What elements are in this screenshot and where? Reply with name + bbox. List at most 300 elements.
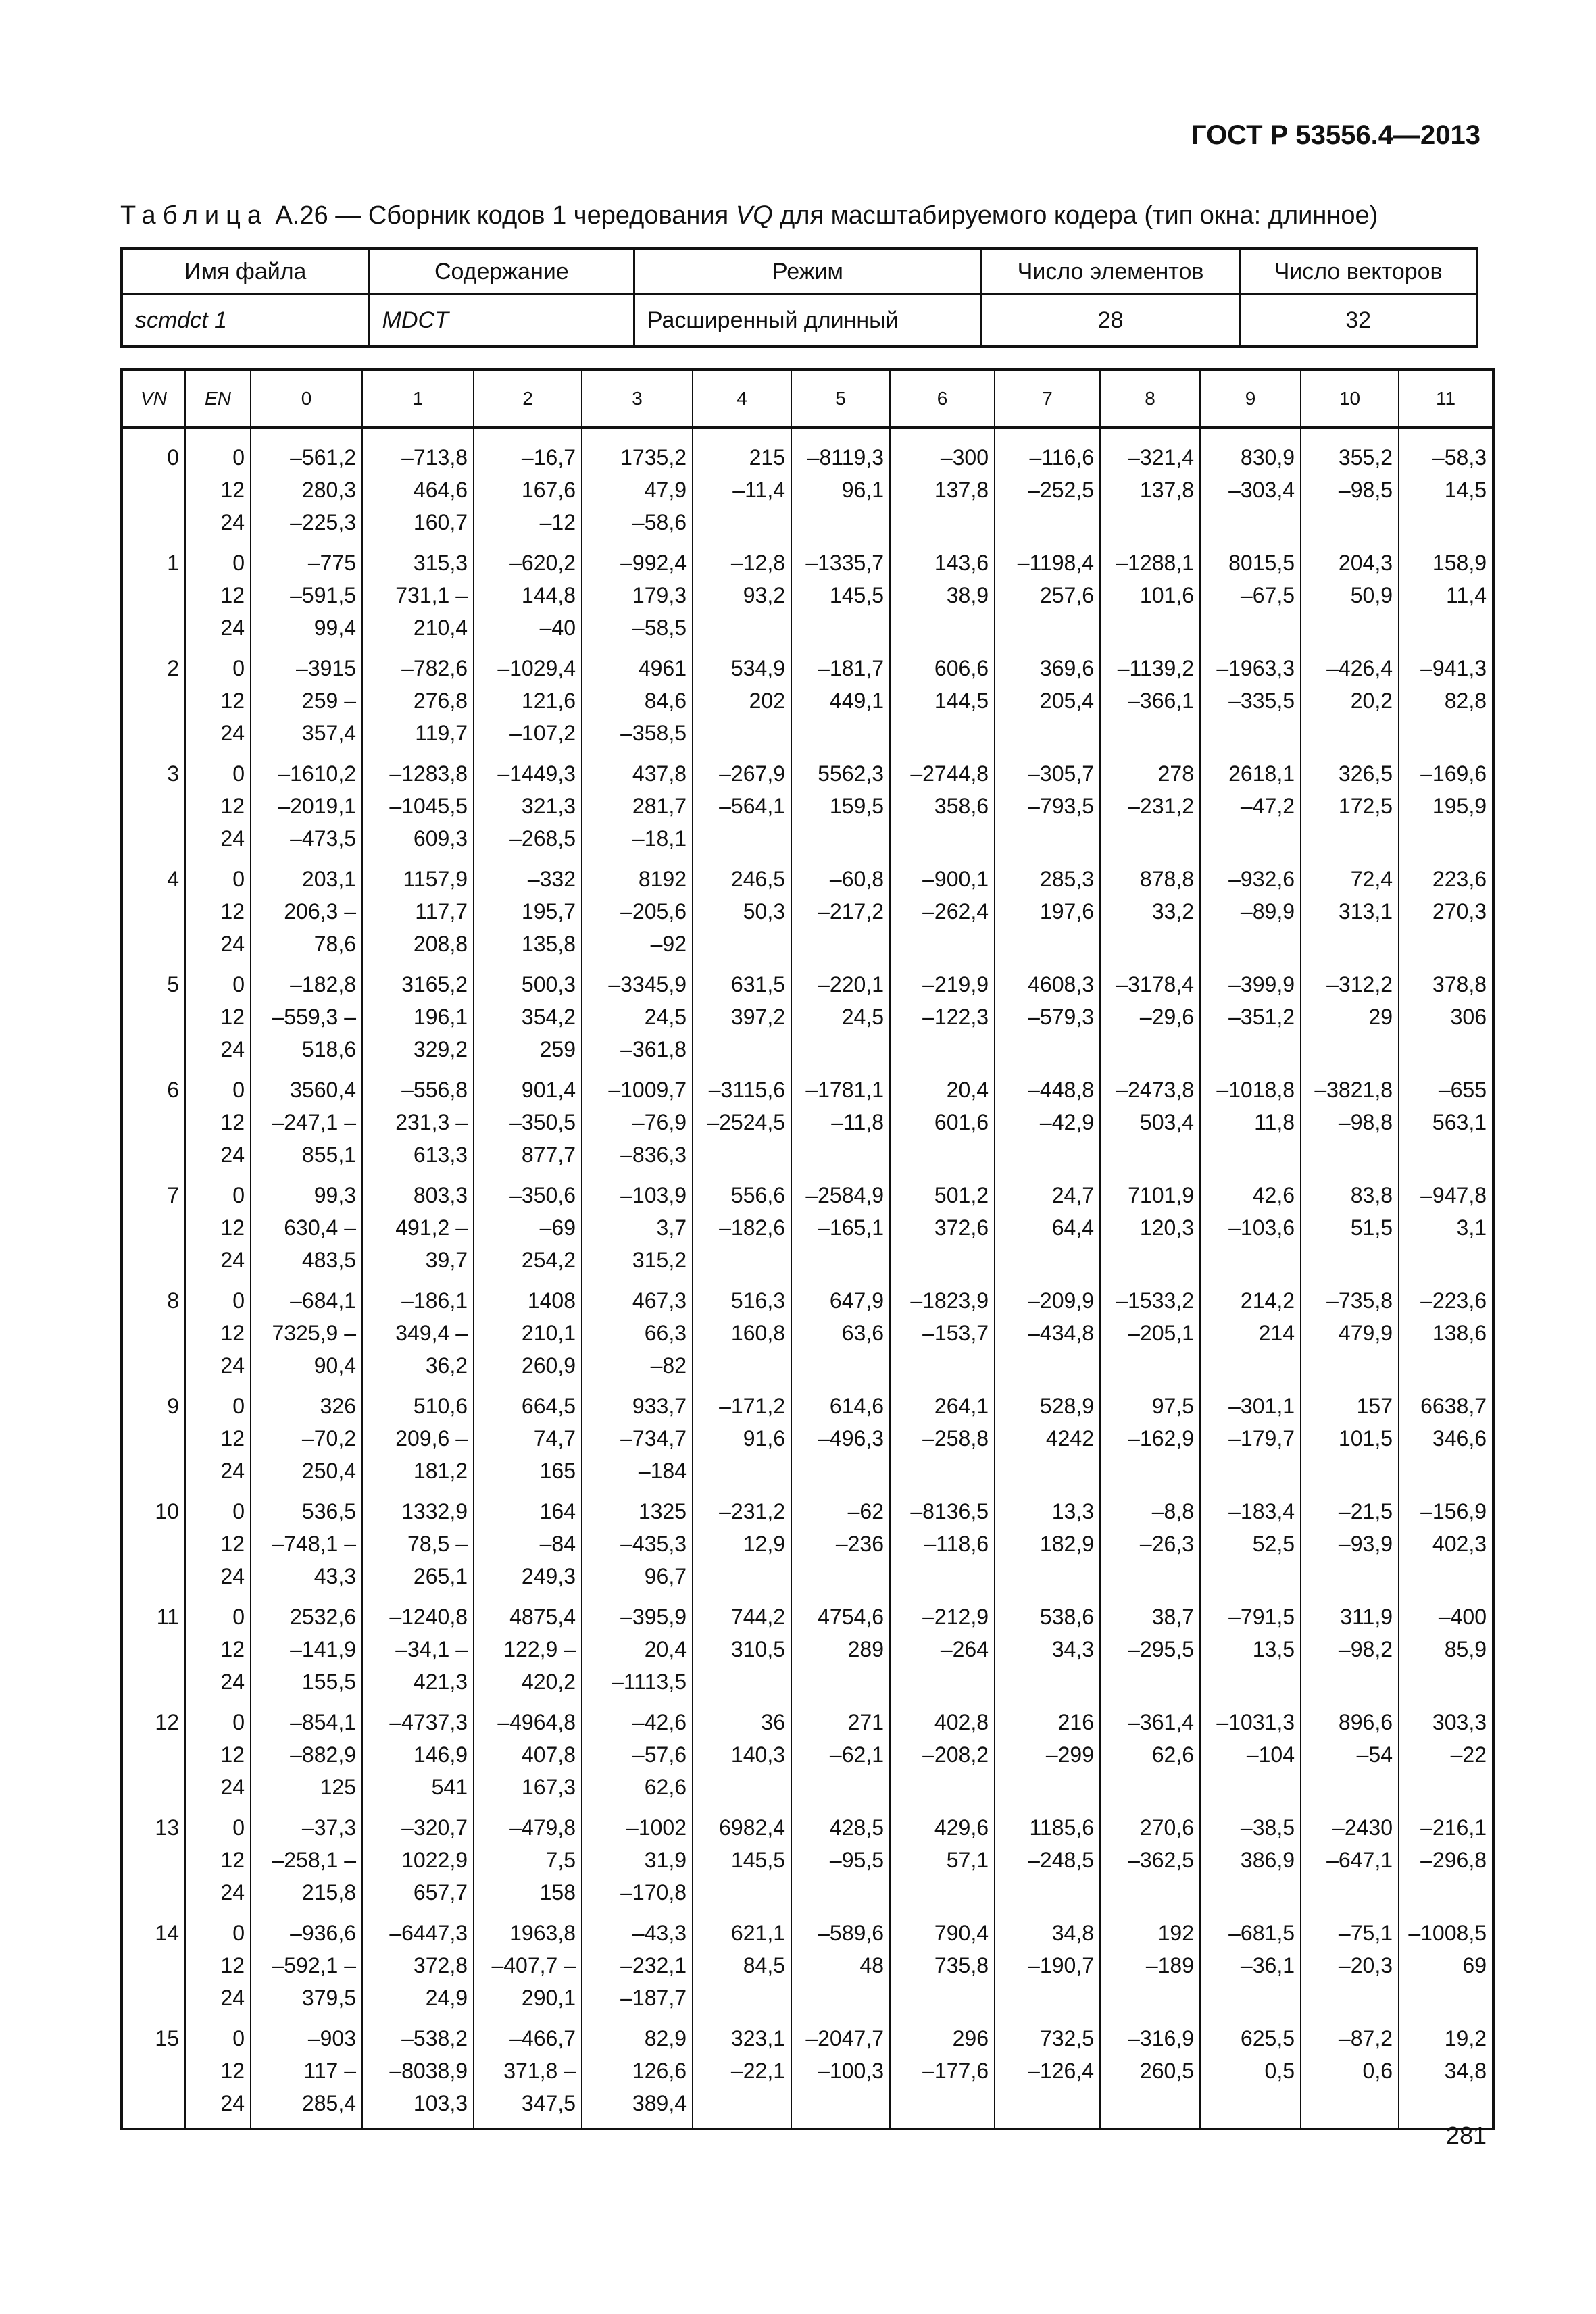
info-header-mode: Режим: [634, 249, 981, 295]
cell-value: 556,6: [730, 1183, 785, 1207]
cell-value: –169,6: [1420, 761, 1487, 786]
value-cell-col-0: [251, 863, 362, 968]
cell-value: 321,3: [521, 794, 576, 818]
value-cell-col-1: [362, 1284, 474, 1390]
value-cell-col-5: [791, 1179, 890, 1284]
cell-value: 536,5: [301, 1499, 356, 1524]
cell-value: –655: [1438, 1078, 1487, 1102]
cell-value: –225,3: [290, 510, 356, 534]
vn-cell: [122, 1390, 185, 1495]
cell-value: 160,7: [413, 510, 468, 534]
spacer-cell: [185, 428, 251, 441]
cell-value: –434,8: [1028, 1321, 1094, 1345]
cell-value: 270,3: [1432, 899, 1487, 924]
value-cell-col-10: [1301, 1601, 1399, 1706]
spacer-cell: [122, 428, 185, 441]
cell-value: 3560,4: [290, 1078, 356, 1102]
en-value: 0: [232, 1288, 245, 1313]
cell-value: –37,3: [301, 1815, 356, 1840]
cell-value: 50,9: [1350, 583, 1393, 607]
cell-value: 1735,2: [620, 445, 687, 470]
cell-value: 167,3: [521, 1775, 576, 1799]
cell-value: –62: [847, 1499, 884, 1524]
spacer-row: [122, 428, 1493, 441]
value-cell-col-6: [890, 2022, 995, 2129]
cell-value: –295,5: [1128, 1637, 1194, 1661]
cell-value: 74,7: [533, 1426, 576, 1451]
cell-value: 657,7: [413, 1880, 468, 1905]
cell-value: 145,5: [730, 1848, 785, 1872]
en-cell: [185, 968, 251, 1074]
value-cell-col-2: [474, 1284, 582, 1390]
cell-value: –1610,2: [278, 761, 356, 786]
cell-value: 99,3: [314, 1183, 356, 1207]
spacer-cell: [693, 428, 791, 441]
cell-value: 181,2: [413, 1459, 468, 1483]
value-cell-col-9: [1200, 1495, 1301, 1601]
value-cell-col-0: [251, 968, 362, 1074]
cell-value: 310,5: [730, 1637, 785, 1661]
value-cell-col-9: [1200, 1601, 1301, 1706]
cell-value: 83,8: [1350, 1183, 1393, 1207]
cell-value: 62,6: [644, 1775, 687, 1799]
cell-value: 437,8: [632, 761, 687, 786]
cell-value: 157: [1356, 1394, 1393, 1418]
cell-value: 259: [539, 1037, 576, 1061]
cell-value: –22: [1450, 1742, 1487, 1767]
value-cell-col-7: [995, 863, 1100, 968]
cell-value: 93,2: [743, 583, 785, 607]
cell-value: 259 –: [301, 688, 356, 713]
cell-value: –92: [650, 932, 687, 956]
vn-cell: [122, 1601, 185, 1706]
en-cell: [185, 1811, 251, 1917]
value-cell-col-10: [1301, 1284, 1399, 1390]
info-vectors: 32: [1240, 295, 1477, 347]
cell-value: 421,3: [413, 1669, 468, 1694]
cell-value: 609,3: [413, 826, 468, 851]
cell-value: 329,2: [413, 1037, 468, 1061]
value-cell-col-8: [1100, 1179, 1200, 1284]
cell-value: –69: [539, 1215, 576, 1240]
column-header-4: 2: [474, 370, 582, 428]
value-cell-col-11: [1399, 2022, 1493, 2129]
cell-value: 66,3: [644, 1321, 687, 1345]
cell-value: 96,7: [644, 1564, 687, 1588]
value-cell-col-5: [791, 1284, 890, 1390]
value-cell-col-3: [582, 1601, 693, 1706]
cell-value: –1018,8: [1216, 1078, 1295, 1102]
cell-value: 790,4: [934, 1921, 989, 1945]
caption-text: А.26 — Сборник кодов 1 чередования: [268, 201, 736, 230]
value-cell-col-9: [1200, 757, 1301, 863]
cell-value: 1157,9: [403, 867, 468, 891]
value-cell-col-0: [251, 1917, 362, 2022]
value-cell-col-11: [1399, 1390, 1493, 1495]
cell-value: –1288,1: [1116, 551, 1194, 575]
cell-value: 172,5: [1338, 794, 1393, 818]
cell-value: –299: [1045, 1742, 1094, 1767]
cell-value: 467,3: [632, 1288, 687, 1313]
value-cell-col-10: [1301, 1390, 1399, 1495]
cell-value: 90,4: [314, 1353, 356, 1378]
info-content: MDCT: [369, 295, 634, 347]
cell-value: 296: [952, 2026, 989, 2051]
cell-value: –267,9: [719, 761, 785, 786]
cell-value: –936,6: [290, 1921, 356, 1945]
en-value: 0: [232, 1815, 245, 1840]
cell-value: 449,1: [829, 688, 884, 713]
en-value: 24: [220, 510, 245, 534]
cell-value: 280,3: [301, 478, 356, 502]
value-cell-col-5: [791, 1601, 890, 1706]
cell-value: –538,2: [401, 2026, 468, 2051]
cell-value: –1781,1: [805, 1078, 884, 1102]
en-value: 12: [220, 1848, 245, 1872]
cell-value: –592,1 –: [272, 1953, 356, 1978]
cell-value: 358,6: [934, 794, 989, 818]
vn-cell: [122, 1284, 185, 1390]
value-cell-col-6: [890, 1811, 995, 1917]
value-cell-col-5: [791, 757, 890, 863]
cell-value: –165,1: [818, 1215, 884, 1240]
codebook-body: [122, 428, 1493, 2129]
value-cell-col-8: [1100, 2022, 1200, 2129]
cell-value: –556,8: [401, 1078, 468, 1102]
value-cell-col-10: [1301, 547, 1399, 652]
vn-value: 10: [155, 1499, 179, 1524]
cell-value: 78,6: [314, 932, 356, 956]
cell-value: 386,9: [1240, 1848, 1295, 1872]
cell-value: 1325: [638, 1499, 687, 1524]
cell-value: –209,9: [1028, 1288, 1094, 1313]
cell-value: 503,4: [1139, 1110, 1194, 1134]
value-cell-col-4: [693, 1284, 791, 1390]
cell-value: –216,1: [1420, 1815, 1487, 1840]
cell-value: –60,8: [829, 867, 884, 891]
cell-value: –3345,9: [608, 972, 687, 997]
value-cell-col-10: [1301, 1179, 1399, 1284]
cell-value: –262,4: [922, 899, 989, 924]
cell-value: 34,8: [1051, 1921, 1094, 1945]
cell-value: 34,8: [1444, 2059, 1487, 2083]
cell-value: 20,4: [946, 1078, 989, 1102]
vn-cell: [122, 547, 185, 652]
column-header-10: 8: [1100, 370, 1200, 428]
en-value: 0: [232, 972, 245, 997]
cell-value: –350,6: [509, 1183, 576, 1207]
cell-value: 138,6: [1432, 1321, 1487, 1345]
value-cell-col-5: [791, 2022, 890, 2129]
cell-value: –171,2: [719, 1394, 785, 1418]
value-cell-col-4: [693, 547, 791, 652]
value-cell-col-0: [251, 652, 362, 757]
cell-value: 7325,9 –: [272, 1321, 356, 1345]
cell-value: 195,9: [1432, 794, 1487, 818]
en-value: 0: [232, 656, 245, 680]
cell-value: –3178,4: [1116, 972, 1194, 997]
value-cell-col-3: [582, 652, 693, 757]
cell-value: –122,3: [922, 1005, 989, 1029]
cell-value: –947,8: [1420, 1183, 1487, 1207]
cell-value: –2430: [1332, 1815, 1393, 1840]
cell-value: 78,5 –: [407, 1532, 468, 1556]
value-cell-col-8: [1100, 652, 1200, 757]
cell-value: –854,1: [290, 1710, 356, 1734]
cell-value: –362,5: [1128, 1848, 1194, 1872]
table-row: [122, 652, 1493, 757]
cell-value: –351,2: [1228, 1005, 1295, 1029]
value-cell-col-1: [362, 2022, 474, 2129]
vn-value: 6: [167, 1078, 179, 1102]
cell-value: –8,8: [1151, 1499, 1194, 1524]
cell-value: 518,6: [301, 1037, 356, 1061]
cell-value: 215: [749, 445, 785, 470]
cell-value: 346,6: [1432, 1426, 1487, 1451]
cell-value: 389,4: [632, 2091, 687, 2115]
cell-value: –205,6: [620, 899, 687, 924]
column-header-1: EN: [185, 370, 251, 428]
cell-value: –205,1: [1128, 1321, 1194, 1345]
en-value: 0: [232, 1710, 245, 1734]
value-cell-col-10: [1301, 1706, 1399, 1811]
cell-value: –320,7: [401, 1815, 468, 1840]
cell-value: –836,3: [620, 1142, 687, 1167]
cell-value: –247,1 –: [272, 1110, 356, 1134]
value-cell-col-10: [1301, 863, 1399, 968]
cell-value: 326,5: [1338, 761, 1393, 786]
cell-value: –220,1: [818, 972, 884, 997]
value-cell-col-8: [1100, 1495, 1200, 1601]
cell-value: 621,1: [730, 1921, 785, 1945]
vn-value: 7: [167, 1183, 179, 1207]
vn-value: 14: [155, 1921, 179, 1945]
cell-value: –98,2: [1338, 1637, 1393, 1661]
value-cell-col-9: [1200, 968, 1301, 1074]
info-header-content: Содержание: [369, 249, 634, 295]
en-value: 24: [220, 2091, 245, 2115]
cell-value: –11,4: [732, 478, 785, 502]
cell-value: 402,8: [934, 1710, 989, 1734]
spacer-cell: [474, 428, 582, 441]
cell-value: –882,9: [290, 1742, 356, 1767]
cell-value: 3,7: [656, 1215, 687, 1240]
table-row: [122, 1917, 1493, 2022]
cell-value: 407,8: [521, 1742, 576, 1767]
cell-value: 120,3: [1139, 1215, 1194, 1240]
cell-value: 7,5: [545, 1848, 576, 1872]
cell-value: –22,1: [730, 2059, 785, 2083]
value-cell-col-6: [890, 863, 995, 968]
cell-value: –57,6: [632, 1742, 687, 1767]
cell-value: 8015,5: [1228, 551, 1295, 575]
value-cell-col-3: [582, 1917, 693, 2022]
cell-value: 901,4: [521, 1078, 576, 1102]
en-value: 24: [220, 615, 245, 640]
cell-value: 7101,9: [1128, 1183, 1194, 1207]
cell-value: 160,8: [730, 1321, 785, 1345]
cell-value: 24,9: [425, 1986, 468, 2010]
value-cell-col-1: [362, 968, 474, 1074]
cell-value: –8136,5: [910, 1499, 989, 1524]
cell-value: 38,7: [1151, 1605, 1194, 1629]
cell-value: 197,6: [1039, 899, 1094, 924]
cell-value: 606,6: [934, 656, 989, 680]
table-row: [122, 441, 1493, 547]
cell-value: –321,4: [1128, 445, 1194, 470]
en-value: 24: [220, 1564, 245, 1588]
cell-value: 510,6: [413, 1394, 468, 1418]
cell-value: 5562,3: [818, 761, 884, 786]
value-cell-col-2: [474, 1601, 582, 1706]
cell-value: –87,2: [1338, 2026, 1393, 2051]
column-header-3: 1: [362, 370, 474, 428]
cell-value: –184: [638, 1459, 687, 1483]
cell-value: –1045,5: [389, 794, 468, 818]
cell-value: 24,7: [1051, 1183, 1094, 1207]
info-header-filename: Имя файла: [122, 249, 369, 295]
cell-value: 933,7: [632, 1394, 687, 1418]
cell-value: 214,2: [1240, 1288, 1295, 1313]
en-value: 24: [220, 1986, 245, 2010]
spacer-cell: [1100, 428, 1200, 441]
cell-value: 4754,6: [818, 1605, 884, 1629]
table-row: [122, 1601, 1493, 1706]
value-cell-col-7: [995, 1917, 1100, 2022]
vn-cell: [122, 968, 185, 1074]
cell-value: 62,6: [1151, 1742, 1194, 1767]
cell-value: 20,4: [644, 1637, 687, 1661]
value-cell-col-0: [251, 757, 362, 863]
value-cell-col-8: [1100, 1284, 1200, 1390]
cell-value: 4875,4: [509, 1605, 576, 1629]
cell-value: 12,9: [743, 1532, 785, 1556]
en-value: 12: [220, 478, 245, 502]
value-cell-col-11: [1399, 1179, 1493, 1284]
en-value: 0: [232, 445, 245, 470]
info-mode: Расширенный длинный: [634, 295, 981, 347]
value-cell-col-0: [251, 1495, 362, 1601]
cell-value: 36,2: [425, 1353, 468, 1378]
cell-value: 254,2: [521, 1248, 576, 1272]
en-value: 24: [220, 721, 245, 745]
value-cell-col-9: [1200, 1179, 1301, 1284]
value-cell-col-8: [1100, 1811, 1200, 1917]
value-cell-col-5: [791, 863, 890, 968]
cell-value: –1963,3: [1216, 656, 1295, 680]
value-cell-col-6: [890, 547, 995, 652]
cell-value: –4737,3: [389, 1710, 468, 1734]
cell-value: –312,2: [1326, 972, 1393, 997]
value-cell-col-3: [582, 547, 693, 652]
cell-value: 614,6: [829, 1394, 884, 1418]
table-row: [122, 1179, 1493, 1284]
cell-value: 1022,9: [401, 1848, 468, 1872]
cell-value: –252,5: [1028, 478, 1094, 502]
value-cell-col-2: [474, 1179, 582, 1284]
vn-value: 0: [167, 445, 179, 470]
value-cell-col-6: [890, 1917, 995, 2022]
value-cell-col-4: [693, 652, 791, 757]
value-cell-col-2: [474, 1706, 582, 1811]
cell-value: 34,3: [1051, 1637, 1094, 1661]
cell-value: –126,4: [1028, 2059, 1094, 2083]
caption-label: Таблица: [120, 201, 268, 230]
cell-value: 311,9: [1340, 1605, 1393, 1629]
cell-value: –734,7: [620, 1426, 687, 1451]
cell-value: 135,8: [521, 932, 576, 956]
cell-value: 159,5: [829, 794, 884, 818]
cell-value: 563,1: [1432, 1110, 1487, 1134]
spacer-cell: [995, 428, 1100, 441]
cell-value: 1408: [527, 1288, 576, 1313]
cell-value: 379,5: [301, 1986, 356, 2010]
cell-value: 31,9: [644, 1848, 687, 1872]
cell-value: 303,3: [1432, 1710, 1487, 1734]
vn-cell: [122, 1179, 185, 1284]
cell-value: 855,1: [301, 1142, 356, 1167]
cell-value: 313,1: [1338, 899, 1393, 924]
value-cell-col-7: [995, 1074, 1100, 1179]
cell-value: 4608,3: [1028, 972, 1094, 997]
value-cell-col-9: [1200, 1811, 1301, 1917]
value-cell-col-11: [1399, 1706, 1493, 1811]
cell-value: –473,5: [290, 826, 356, 851]
en-value: 24: [220, 1353, 245, 1378]
value-cell-col-4: [693, 1495, 791, 1601]
cell-value: 6638,7: [1420, 1394, 1487, 1418]
cell-value: 210,1: [521, 1321, 576, 1345]
cell-value: –2584,9: [805, 1183, 884, 1207]
cell-value: –75,1: [1338, 1921, 1393, 1945]
en-value: 24: [220, 932, 245, 956]
value-cell-col-10: [1301, 652, 1399, 757]
cell-value: 278: [1157, 761, 1194, 786]
value-cell-col-1: [362, 1917, 474, 2022]
value-cell-col-8: [1100, 968, 1200, 1074]
en-value: 0: [232, 1394, 245, 1418]
value-cell-col-3: [582, 1495, 693, 1601]
value-cell-col-5: [791, 547, 890, 652]
cell-value: –435,3: [620, 1532, 687, 1556]
cell-value: –58,5: [632, 615, 687, 640]
value-cell-col-7: [995, 1601, 1100, 1706]
cell-value: 196,1: [413, 1005, 468, 1029]
info-table: [120, 247, 1478, 348]
cell-value: 276,8: [413, 688, 468, 713]
value-cell-col-10: [1301, 441, 1399, 547]
value-cell-col-7: [995, 441, 1100, 547]
cell-value: –900,1: [922, 867, 989, 891]
en-value: 24: [220, 1142, 245, 1167]
en-value: 24: [220, 1248, 245, 1272]
cell-value: –38,5: [1240, 1815, 1295, 1840]
cell-value: –98,5: [1338, 478, 1393, 502]
vn-cell: [122, 1811, 185, 1917]
cell-value: –3821,8: [1314, 1078, 1393, 1102]
cell-value: –591,5: [290, 583, 356, 607]
cell-value: 20,2: [1350, 688, 1393, 713]
en-value: 12: [220, 1532, 245, 1556]
value-cell-col-4: [693, 968, 791, 1074]
cell-value: 204,3: [1338, 551, 1393, 575]
cell-value: 84,6: [644, 688, 687, 713]
en-value: 12: [220, 794, 245, 818]
cell-value: –3915: [296, 656, 356, 680]
cell-value: 24,5: [644, 1005, 687, 1029]
value-cell-col-4: [693, 1601, 791, 1706]
cell-value: –11,8: [831, 1110, 884, 1134]
